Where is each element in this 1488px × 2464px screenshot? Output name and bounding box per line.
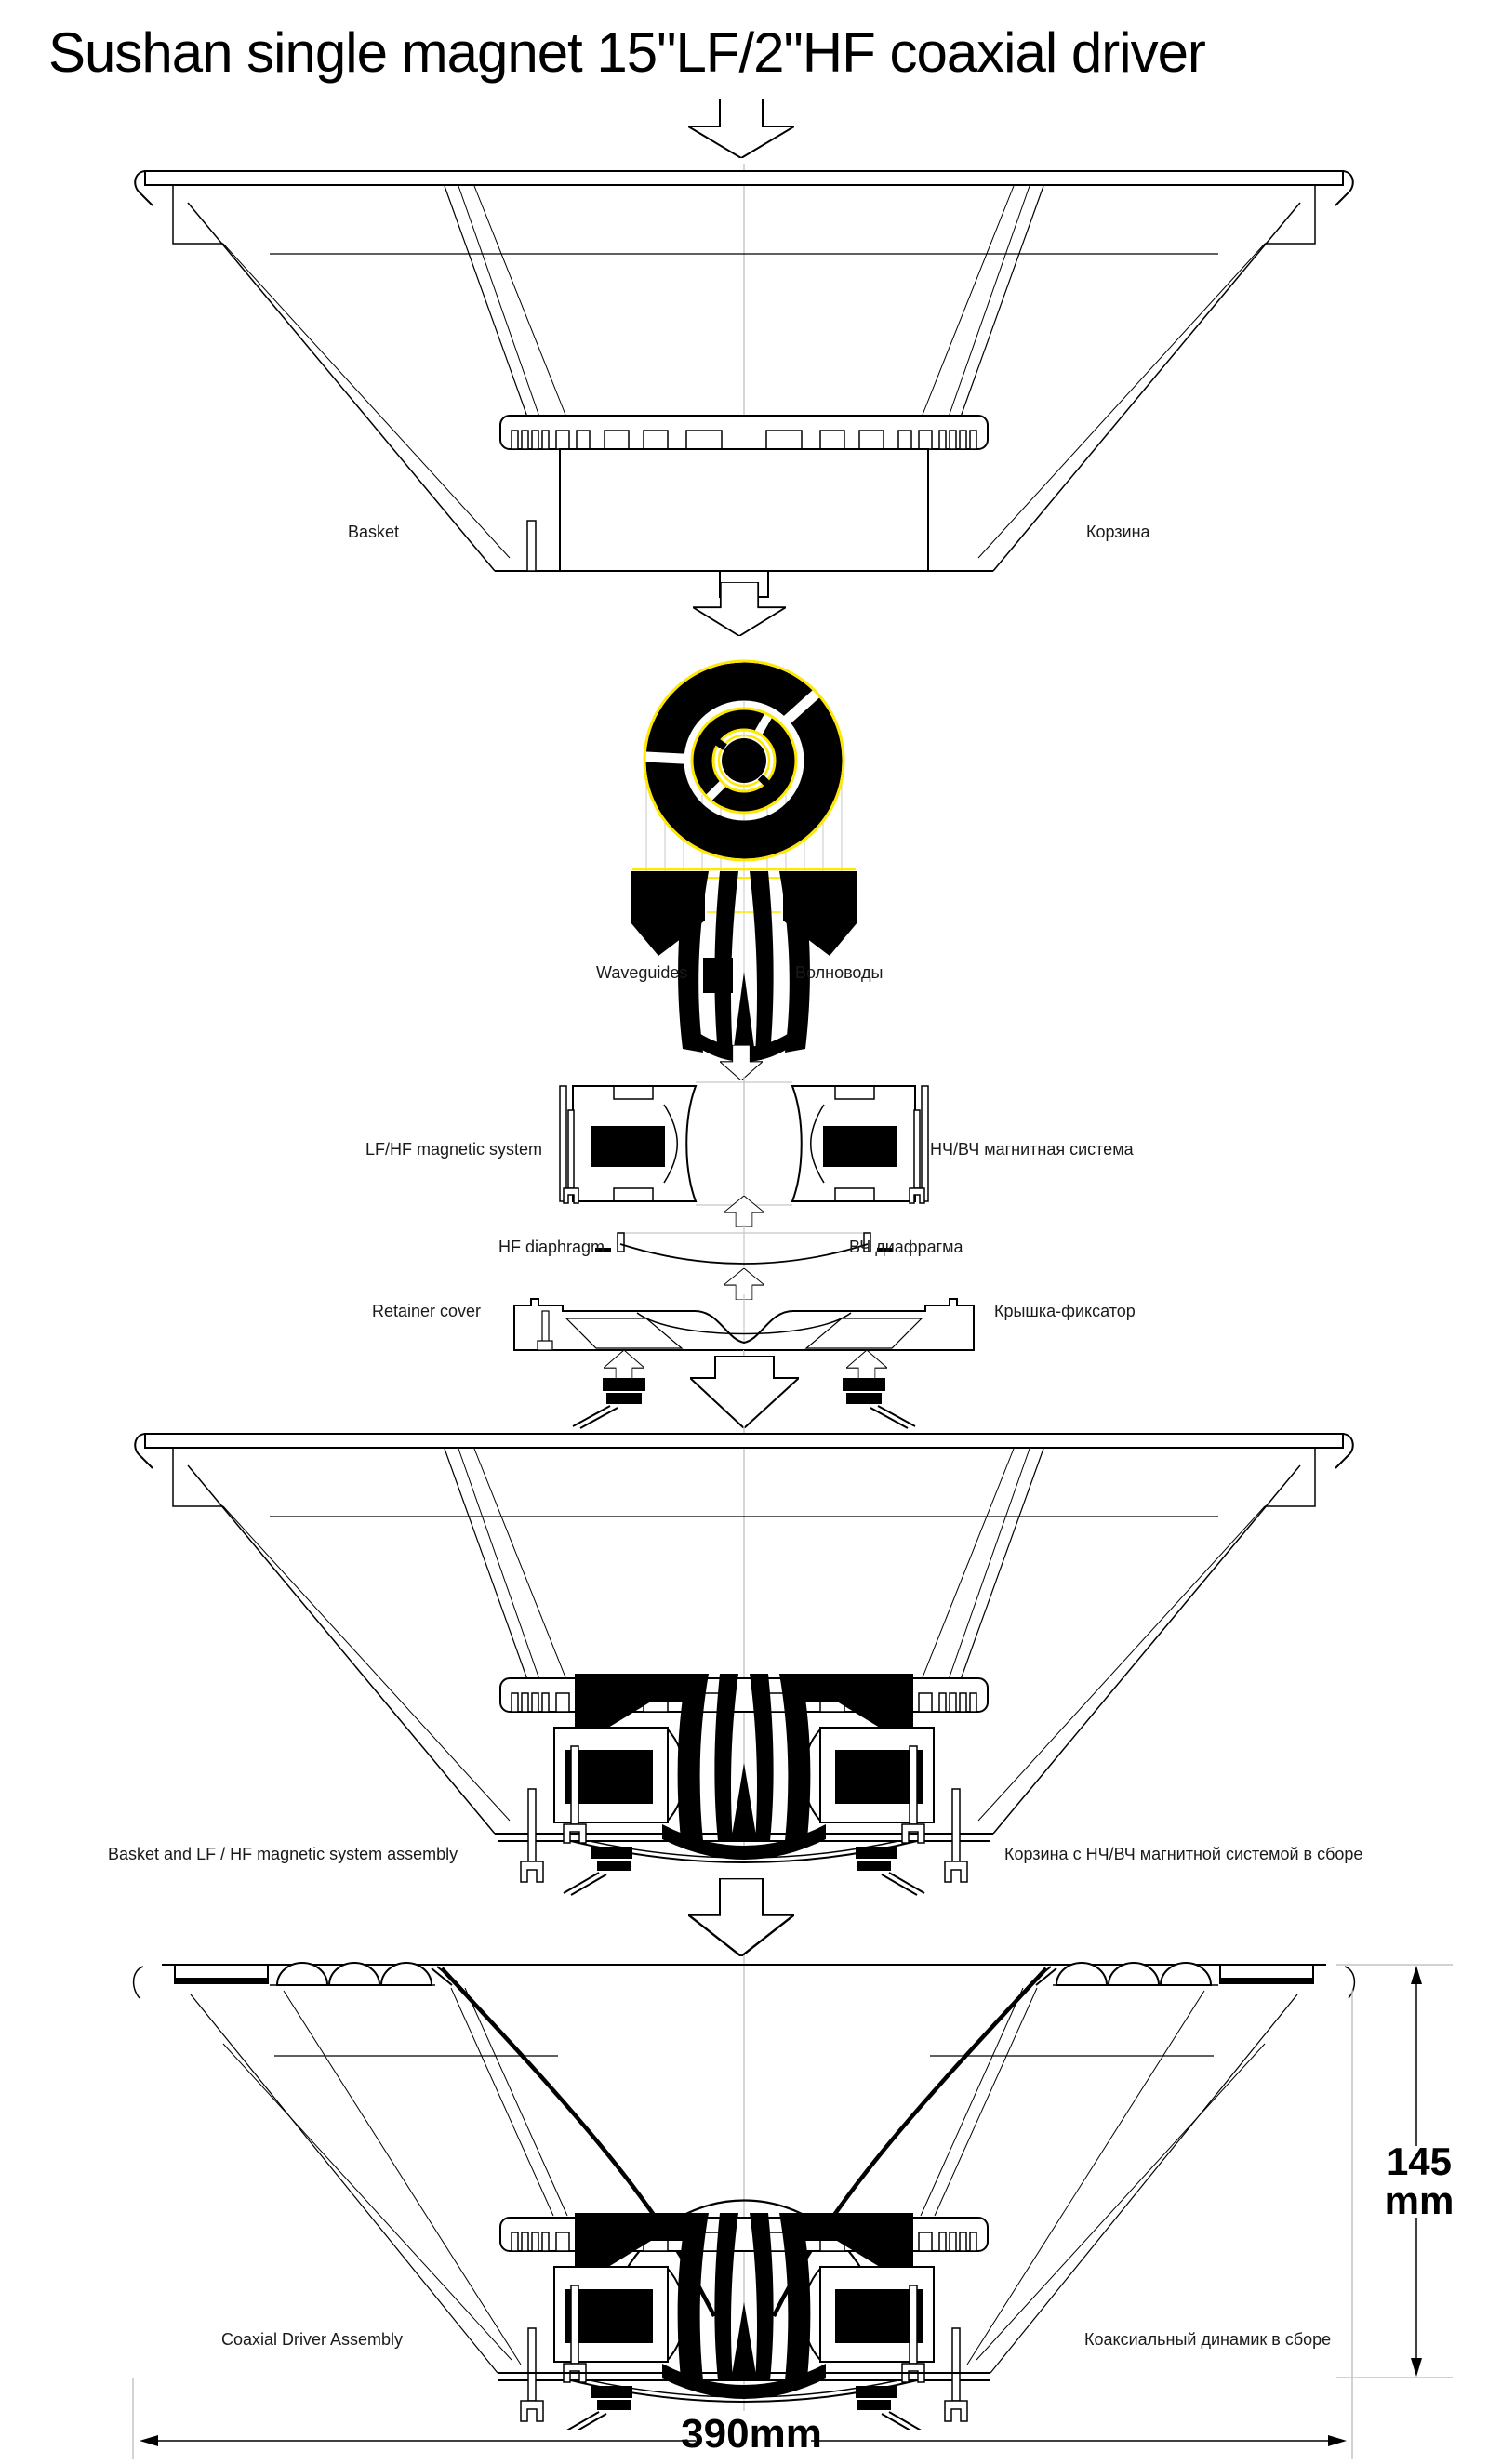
- magnet-mount-outline: [560, 449, 928, 571]
- exploded-flow-arrow-down-icon: [720, 1045, 763, 1080]
- coaxial-driver-label-ru: Коаксиальный динамик в сборе: [1084, 2330, 1332, 2349]
- basket-magnet-assembly-drawing: [130, 1421, 1358, 1904]
- retainer-cover-label-ru: Крышка-фиксатор: [994, 1302, 1136, 1320]
- hf-diaphragm-label-ru: ВЧ диафрагма: [849, 1238, 963, 1256]
- height-dimension-unit: mm: [1384, 2179, 1455, 2222]
- retainer-cover-drawing: [507, 1294, 981, 1358]
- assembly-label-ru: Корзина с НЧ/ВЧ магнитной системой в сборе: [1004, 1845, 1363, 1863]
- terminal-post: [527, 521, 536, 571]
- exploded-flow-arrow-down-icon: [693, 582, 786, 636]
- waveguides-label-en: Waveguides: [596, 963, 688, 982]
- basket-drawing: [130, 158, 1358, 604]
- waveguide-drawing: [614, 642, 874, 1079]
- magnetic-system-label-ru: НЧ/ВЧ магнитная система: [930, 1140, 1134, 1159]
- page-title: Sushan single magnet 15"LF/2"HF coaxial driver: [48, 21, 1205, 84]
- exploded-flow-arrow-down-big-icon: [690, 1356, 799, 1428]
- coaxial-driver-label-en: Coaxial Driver Assembly: [221, 2330, 404, 2349]
- hf-diaphragm-label-en: HF diaphragm: [498, 1238, 605, 1256]
- assembly-label-en: Basket and LF / HF magnetic system assembly: [108, 1845, 458, 1863]
- magnetic-system-label-en: LF/HF magnetic system: [365, 1140, 543, 1159]
- basket-label-ru: Корзина: [1086, 523, 1150, 541]
- waveguides-label-ru: Волноводы: [795, 963, 884, 982]
- height-dimension-value: 145: [1386, 2139, 1453, 2183]
- magnetic-system-drawing: [556, 1077, 932, 1211]
- retainer-cover-label-en: Retainer cover: [372, 1302, 482, 1320]
- basket-label-en: Basket: [348, 523, 400, 541]
- dimension-lines: [0, 1934, 1488, 2464]
- waveguide-top-view: [642, 661, 844, 860]
- width-dimension-value: 390mm: [681, 2411, 822, 2457]
- exploded-flow-arrow-down-icon: [688, 99, 794, 158]
- exploded-flow-arrow-up-icon: [724, 1196, 764, 1227]
